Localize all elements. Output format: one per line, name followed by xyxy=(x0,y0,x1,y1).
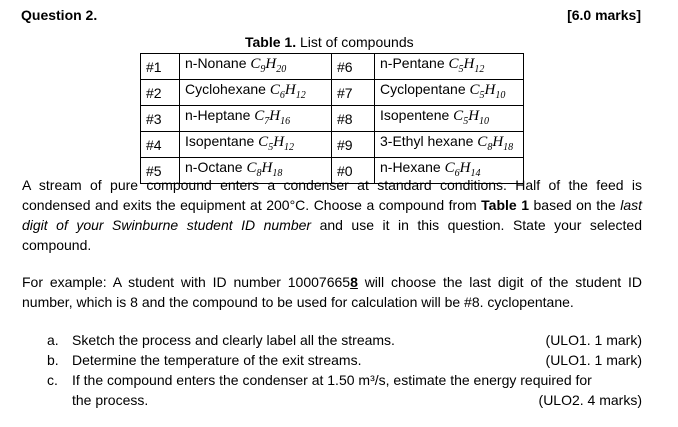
compound-name-cell xyxy=(180,132,332,158)
formula-subscript: 10 xyxy=(479,116,490,127)
formula-subscript: 6 xyxy=(454,168,460,179)
formula-subscript: 10 xyxy=(495,90,506,101)
chemical-formula xyxy=(250,56,287,75)
instructions-paragraph xyxy=(22,175,642,255)
formula-element: H xyxy=(492,134,504,150)
para2-underlined-digit: 8 xyxy=(350,274,358,290)
compound-name-cell xyxy=(375,106,524,132)
formula-element: C xyxy=(477,134,488,150)
example-paragraph xyxy=(22,272,642,312)
formula-element: H xyxy=(463,56,475,72)
formula-subscript: 5 xyxy=(268,142,274,153)
formula-subscript: 5 xyxy=(463,116,469,127)
compound-name-cell xyxy=(375,80,524,106)
compound-name: Isopentane xyxy=(185,133,259,149)
para1-text-3: and use it in this question. State your selected compound. xyxy=(22,217,642,253)
question-marks-label: (ULO2. 4 marks) xyxy=(538,392,642,408)
formula-subscript: 7 xyxy=(264,116,270,127)
question-letter: a. xyxy=(47,332,59,348)
formula-element: C xyxy=(453,108,464,124)
formula-subscript: 14 xyxy=(470,168,481,179)
formula-subscript: 8 xyxy=(256,168,262,179)
formula-subscript: 20 xyxy=(276,64,287,75)
formula-element: H xyxy=(265,56,277,72)
chemical-formula xyxy=(269,82,306,101)
compound-name: Cyclopentane xyxy=(380,81,470,97)
formula-subscript: 5 xyxy=(479,90,485,101)
table-caption-label: Table 1. xyxy=(245,34,297,50)
formula-subscript: 8 xyxy=(487,142,493,153)
question-text-line1: If the compound enters the condenser at 1.50 m³/s, estimate the energy required for xyxy=(72,372,592,388)
chemical-formula xyxy=(477,134,514,153)
chemical-formula xyxy=(258,134,295,153)
formula-subscript: 6 xyxy=(279,90,285,101)
question-title: Question 2. xyxy=(21,7,98,23)
formula-element: C xyxy=(444,160,455,176)
formula-element: C xyxy=(269,82,280,98)
compound-number: #3 xyxy=(141,106,180,132)
compound-name-cell xyxy=(375,54,524,80)
formula-element: C xyxy=(254,108,265,124)
compound-number: #2 xyxy=(141,80,180,106)
para2-text-1: For example: A student with ID number 10007665 xyxy=(22,274,351,290)
table-caption xyxy=(245,34,414,50)
compound-name-cell xyxy=(180,54,332,80)
question-marks-label: (ULO1. 1 mark) xyxy=(545,352,642,368)
formula-element: C xyxy=(258,134,269,150)
formula-subscript: 18 xyxy=(272,168,283,179)
chemical-formula xyxy=(453,108,490,127)
formula-subscript: 5 xyxy=(458,64,464,75)
compound-name-cell xyxy=(180,106,332,132)
compounds-table xyxy=(140,53,524,184)
compound-name-cell xyxy=(180,80,332,106)
compound-name: n-Pentane xyxy=(380,55,449,71)
formula-element: C xyxy=(469,82,480,98)
question-text: Determine the temperature of the exit streams. xyxy=(72,352,362,368)
formula-element: H xyxy=(284,82,296,98)
formula-element: H xyxy=(273,134,285,150)
question-letter: b. xyxy=(47,352,59,368)
compound-number: #4 xyxy=(141,132,180,158)
question-list xyxy=(22,330,642,410)
question-marks: [6.0 marks] xyxy=(567,7,641,23)
formula-subscript: 12 xyxy=(474,64,485,75)
question-item-b xyxy=(22,350,642,370)
formula-subscript: 12 xyxy=(284,142,295,153)
compound-number: #7 xyxy=(332,80,375,106)
para1-bold: Table 1 xyxy=(481,197,529,213)
compound-number: #8 xyxy=(332,106,375,132)
formula-subscript: 18 xyxy=(503,142,514,153)
chemical-formula xyxy=(448,56,485,75)
compound-name: n-Heptane xyxy=(185,107,255,123)
compound-number: #6 xyxy=(332,54,375,80)
compound-name: 3-Ethyl hexane xyxy=(380,133,478,149)
para1-text-1: A stream of pure compound enters a condenser at standard conditions. Half of the feed is condensed and exits the equipment at 200°C. Choose a compound from xyxy=(22,177,642,213)
para1-italic: last digit of your Swinburne student ID number xyxy=(22,197,642,233)
question-item-a xyxy=(22,330,642,350)
chemical-formula xyxy=(469,82,506,101)
compound-name: Cyclohexane xyxy=(185,81,270,97)
formula-subscript: 12 xyxy=(295,90,306,101)
question-text-line2: the process. xyxy=(72,392,149,408)
formula-element: H xyxy=(269,108,281,124)
question-item-c xyxy=(22,370,642,410)
formula-element: H xyxy=(484,82,496,98)
question-text: Sketch the process and clearly label all the streams. xyxy=(72,332,395,348)
question-marks-label: (ULO1. 1 mark) xyxy=(545,332,642,348)
compound-name-cell xyxy=(375,132,524,158)
table-row xyxy=(141,106,524,132)
compound-name: n-Hexane xyxy=(380,159,445,175)
para1-text-2: based on the xyxy=(528,197,621,213)
table-row xyxy=(141,80,524,106)
table-row xyxy=(141,132,524,158)
formula-element: C xyxy=(448,56,459,72)
chemical-formula xyxy=(444,160,481,179)
formula-element: C xyxy=(246,160,257,176)
compound-name: n-Octane xyxy=(185,159,247,175)
formula-element: H xyxy=(459,160,471,176)
compound-number: #9 xyxy=(332,132,375,158)
formula-element: C xyxy=(250,56,261,72)
compound-number: #1 xyxy=(141,54,180,80)
table-caption-text: List of compounds xyxy=(296,34,414,50)
compound-name: n-Nonane xyxy=(185,55,251,71)
formula-subscript: 16 xyxy=(280,116,291,127)
formula-element: H xyxy=(261,160,273,176)
compound-number: #5 xyxy=(141,158,180,184)
table-row xyxy=(141,54,524,80)
question-letter: c. xyxy=(47,372,58,388)
compound-name: Isopentene xyxy=(380,107,454,123)
formula-subscript: 9 xyxy=(260,64,266,75)
compound-number: #0 xyxy=(332,158,375,184)
formula-element: H xyxy=(468,108,480,124)
chemical-formula xyxy=(246,160,283,179)
para2-text-2: will choose the last digit of the student ID number, which is 8 and the compound to be used for calculation will be #8. cyclopentane. xyxy=(22,274,642,310)
chemical-formula xyxy=(254,108,291,127)
